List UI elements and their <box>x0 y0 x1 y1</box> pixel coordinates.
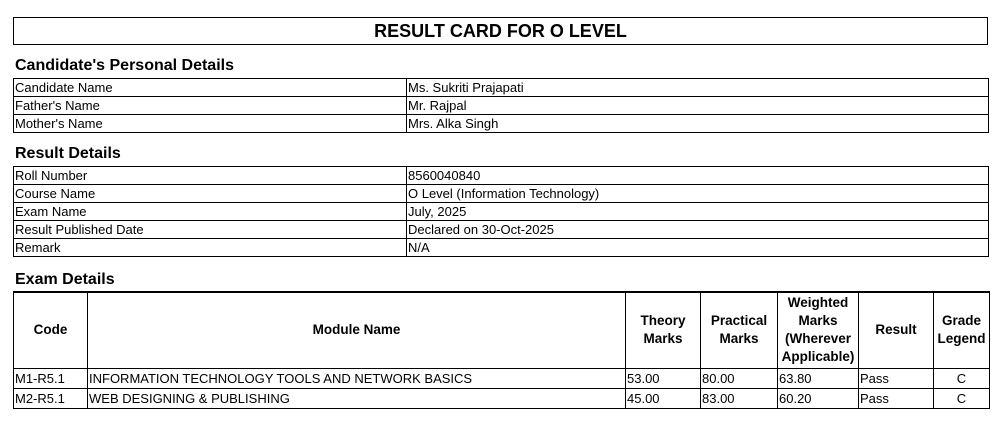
module-code: M1-R5.1 <box>14 368 88 388</box>
personal-details-table <box>13 78 989 133</box>
result-published-date-label: Result Published Date <box>14 221 407 239</box>
module-name: INFORMATION TECHNOLOGY TOOLS AND NETWORK BASICS <box>88 368 626 388</box>
table-row <box>14 388 990 408</box>
exam-details-heading: Exam Details <box>15 271 115 288</box>
remark-value: N/A <box>407 239 989 257</box>
candidate-name-label: Candidate Name <box>14 79 407 97</box>
col-header-result: Result <box>859 292 934 368</box>
table-header-row <box>14 292 990 368</box>
mother-name-label: Mother's Name <box>14 115 407 133</box>
result-details-heading: Result Details <box>15 145 121 162</box>
grade-legend: C <box>934 388 990 408</box>
col-header-module-name: Module Name <box>88 292 626 368</box>
theory-marks: 53.00 <box>626 368 701 388</box>
page-title: RESULT CARD FOR O LEVEL <box>13 17 988 45</box>
practical-marks: 83.00 <box>701 388 778 408</box>
table-row <box>14 185 989 203</box>
course-name-value: O Level (Information Technology) <box>407 185 989 203</box>
mother-name-value: Mrs. Alka Singh <box>407 115 989 133</box>
table-row <box>14 115 989 133</box>
result-details-table <box>13 166 989 257</box>
personal-details-heading: Candidate's Personal Details <box>15 57 234 74</box>
col-header-practical-marks: Practical Marks <box>701 292 778 368</box>
table-row <box>14 203 989 221</box>
exam-name-label: Exam Name <box>14 203 407 221</box>
col-header-grade-legend: Grade Legend <box>934 292 990 368</box>
remark-label: Remark <box>14 239 407 257</box>
table-row <box>14 167 989 185</box>
theory-marks: 45.00 <box>626 388 701 408</box>
module-name: WEB DESIGNING & PUBLISHING <box>88 388 626 408</box>
table-row <box>14 79 989 97</box>
weighted-marks: 60.20 <box>778 388 859 408</box>
col-header-weighted-marks: Weighted Marks (Wherever Applicable) <box>778 292 859 368</box>
exam-name-value: July, 2025 <box>407 203 989 221</box>
module-result: Pass <box>859 388 934 408</box>
result-published-date-value: Declared on 30-Oct-2025 <box>407 221 989 239</box>
father-name-value: Mr. Rajpal <box>407 97 989 115</box>
grade-legend: C <box>934 368 990 388</box>
roll-number-label: Roll Number <box>14 167 407 185</box>
weighted-marks: 63.80 <box>778 368 859 388</box>
col-header-theory-marks: Theory Marks <box>626 292 701 368</box>
father-name-label: Father's Name <box>14 97 407 115</box>
module-result: Pass <box>859 368 934 388</box>
roll-number-value: 8560040840 <box>407 167 989 185</box>
table-row <box>14 239 989 257</box>
table-row <box>14 97 989 115</box>
course-name-label: Course Name <box>14 185 407 203</box>
exam-details-table <box>13 291 990 409</box>
table-row <box>14 368 990 388</box>
table-row <box>14 221 989 239</box>
candidate-name-value: Ms. Sukriti Prajapati <box>407 79 989 97</box>
module-code: M2-R5.1 <box>14 388 88 408</box>
col-header-code: Code <box>14 292 88 368</box>
practical-marks: 80.00 <box>701 368 778 388</box>
